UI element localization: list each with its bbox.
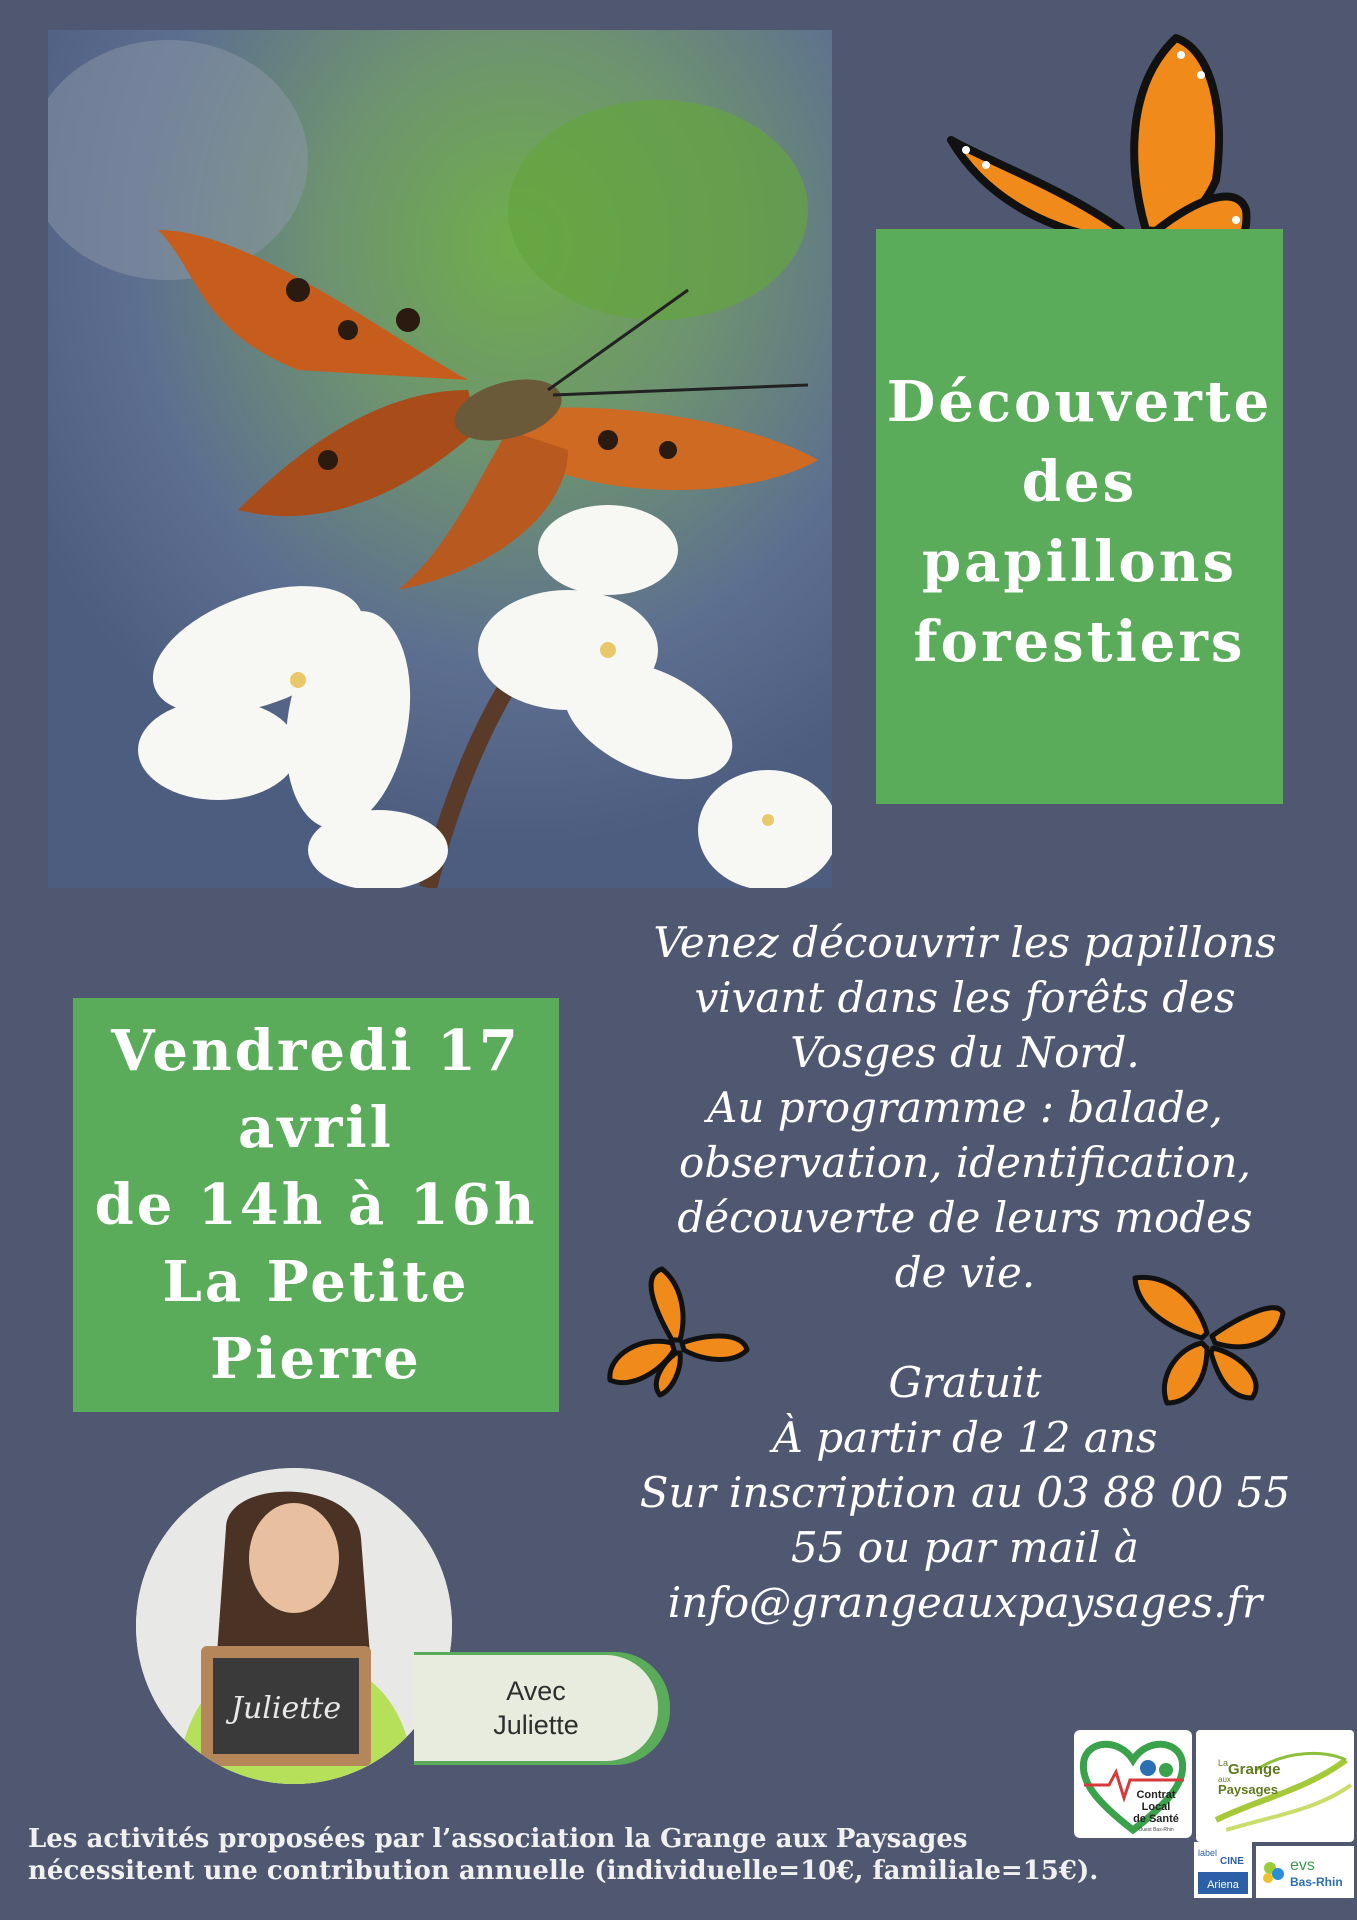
title-line: Découverte — [886, 368, 1273, 435]
logo-text: de Santé — [1133, 1813, 1179, 1825]
logo-text: label — [1198, 1848, 1218, 1858]
slate-signature: Juliette — [230, 1691, 342, 1726]
guide-portrait — [136, 1468, 452, 1784]
logo-text: Ouest Bas-Rhin — [1138, 1827, 1174, 1833]
page-title — [876, 352, 1283, 682]
contact-email-text: info@grangeauxpaysages.fr — [667, 1578, 1263, 1627]
logo-text: aux — [1218, 1775, 1231, 1784]
event-location-line: La Petite — [162, 1248, 470, 1315]
description-line: de vie. — [894, 1248, 1036, 1297]
ariena-label-logo — [1194, 1842, 1252, 1898]
footer-line: nécessitent une contribution annuelle (individuelle=10€, familiale=15€). — [28, 1856, 1099, 1886]
description-line: vivant dans les forêts des — [694, 973, 1236, 1022]
evs-bas-rhin-logo — [1256, 1846, 1354, 1898]
title-line: papillons — [921, 528, 1237, 595]
title-line: forestiers — [913, 608, 1246, 675]
butterfly-photo — [48, 30, 832, 888]
price-text: Gratuit — [888, 1358, 1042, 1407]
event-info-box — [73, 998, 559, 1412]
description-line: Vosges du Nord. — [790, 1028, 1140, 1077]
event-location-line: Pierre — [210, 1325, 422, 1392]
title-box — [876, 229, 1283, 804]
footer-line: Les activités proposées par l’association la Grange aux Paysages — [28, 1824, 968, 1854]
guide-label-line: Avec — [506, 1676, 566, 1706]
description-line: observation, identification, — [679, 1138, 1251, 1187]
logo-text: CINE — [1220, 1856, 1244, 1867]
logo-text: Ariena — [1207, 1879, 1239, 1891]
event-date-line: Vendredi 17 — [111, 1017, 521, 1084]
logo-text: evs — [1290, 1857, 1315, 1874]
registration-phone-text: Sur inscription au 03 88 00 55 — [639, 1468, 1291, 1517]
logo-text: Bas-Rhin — [1290, 1875, 1343, 1889]
monarch-butterfly-small-icon — [1127, 1268, 1289, 1410]
contrat-local-sante-logo — [1074, 1730, 1192, 1838]
description-line: découverte de leurs modes — [677, 1193, 1253, 1242]
event-time-line: de 14h à 16h — [94, 1171, 538, 1238]
logo-text: Paysages — [1218, 1782, 1278, 1797]
monarch-butterfly-small-icon — [602, 1265, 752, 1400]
comma-butterfly-on-blossom-image — [48, 30, 832, 888]
logo-text: Local — [1141, 1801, 1171, 1813]
grange-aux-paysages-logo — [1196, 1730, 1354, 1842]
logo-text: La — [1218, 1758, 1229, 1768]
age-text: À partir de 12 ans — [772, 1413, 1158, 1462]
guide-label — [414, 1655, 658, 1761]
logo-text: Grange — [1228, 1761, 1281, 1778]
guide-name: Juliette — [493, 1710, 579, 1740]
logo-text: Contrat — [1136, 1789, 1176, 1801]
description-line: Au programme : balade, — [707, 1083, 1223, 1132]
title-line: des — [1021, 448, 1138, 515]
registration-phone-text: 55 ou par mail à — [791, 1523, 1139, 1572]
footer-note — [28, 1823, 1098, 1887]
description-line: Venez découvrir les papillons — [653, 918, 1277, 967]
event-date-line: avril — [238, 1094, 394, 1161]
